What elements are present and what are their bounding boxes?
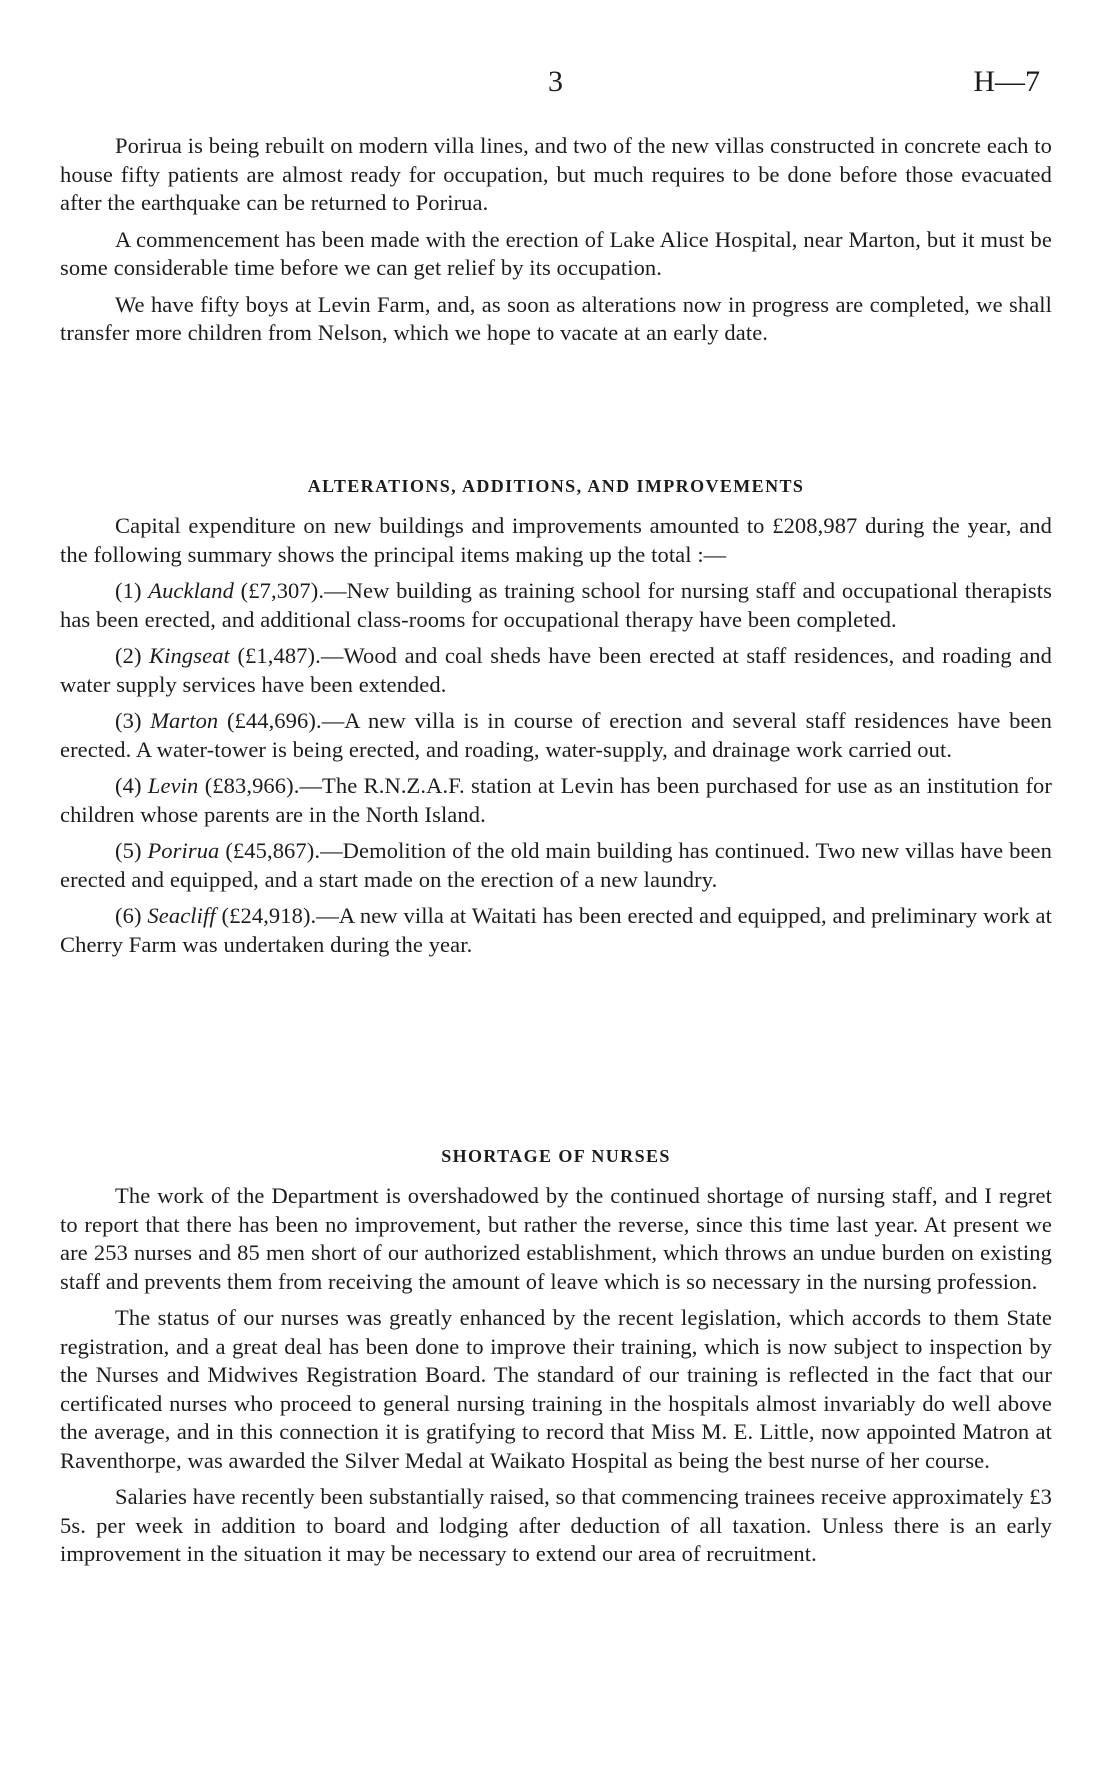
item-name: Levin <box>147 773 199 798</box>
list-item <box>60 772 1052 829</box>
item-number: (1) <box>115 578 142 603</box>
paragraph: We have fifty boys at Levin Farm, and, as soon as alterations now in progress are completed, we shall transfer more children from Nelson, which we hope to vacate at an early date. <box>60 291 1052 345</box>
item-text: —A new villa is in course of erection and several staff residences have been erected. A water-tower is being erected, and roading, water-supply, and drainage work carried out. <box>60 708 1052 762</box>
paragraph: Porirua is being rebuilt on modern villa lines, and two of the new villas constructed in concrete each to house fifty patients are almost ready for occupation, but much requires to be done before those evacuated after the earthquake can be returned to Porirua. <box>60 133 1052 215</box>
item-number: (4) <box>115 773 142 798</box>
item-text: —Demolition of the old main building has continued. Two new villas have been erected and equipped, and a start made on the erection of a new laundry. <box>60 838 1052 892</box>
item-amount: (£1,487). <box>237 643 321 668</box>
alterations-section <box>60 512 1052 967</box>
nurses-section <box>60 1182 1052 1577</box>
section-heading-alterations: ALTERATIONS, ADDITIONS, AND IMPROVEMENTS <box>307 476 805 496</box>
paragraph: A commencement has been made with the erection of Lake Alice Hospital, near Marton, but it must be some considerable time before we can get relief by its occupation. <box>60 226 1052 280</box>
section-heading-nurses: SHORTAGE OF NURSES <box>441 1146 671 1166</box>
item-number: (3) <box>115 708 142 733</box>
item-name: Seacliff <box>147 903 216 928</box>
item-amount: (£24,918). <box>221 903 317 928</box>
item-amount: (£7,307). <box>240 578 325 603</box>
intro-section <box>60 132 1052 356</box>
item-name: Porirua <box>147 838 220 863</box>
item-text: —A new villa at Waitati has been erected and equipped, and preliminary work at Cherry Farm was undertaken during the year. <box>60 903 1052 957</box>
document-reference: H—7 <box>973 65 1040 98</box>
item-text: —Wood and coal sheds have been erected at staff residences, and roading and water supply services have been extended. <box>60 643 1052 697</box>
paragraph: Capital expenditure on new buildings and improvements amounted to £208,987 during the year, and the following summary shows the principal items making up the total :— <box>60 513 1052 567</box>
paragraph: The status of our nurses was greatly enhanced by the recent legislation, which accords to them State registration, and a great deal has been done to improve their training, which is now subject to inspection by the Nurses and Midwives Registration Board. The standard of our training is reflected in the fact that our certificated nurses who proceed to general nursing training in the hospitals almost invariably do well above the average, and in this connection it is gratifying to record that Miss M. E. Little, now appointed Matron at Raventhorpe, was awarded the Silver Medal at Waikato Hospital as being the best nurse of her course. <box>60 1305 1052 1473</box>
list-item <box>60 577 1052 634</box>
page-header <box>0 64 1114 104</box>
item-number: (2) <box>115 643 142 668</box>
item-number: (5) <box>115 838 142 863</box>
paragraph: The work of the Department is overshadowed by the continued shortage of nursing staff, and I regret to report that there has been no improvement, but rather the reverse, since this time last year. At present we are 253 nurses and 85 men short of our authorized establishment, which throws an undue burden on existing staff and prevents them from receiving the amount of leave which is so necessary in the nursing profession. <box>60 1183 1052 1294</box>
item-name: Auckland <box>148 578 234 603</box>
list-item <box>60 707 1052 764</box>
list-item <box>60 642 1052 699</box>
paragraph: Salaries have recently been substantially raised, so that commencing trainees receive approximately £3 5s. per week in addition to board and lodging after deduction of all taxation. Unless there is an early improvement in the situation it may be necessary to extend our area of recruitment. <box>60 1484 1052 1566</box>
list-item <box>60 902 1052 959</box>
page-number: 3 <box>548 65 563 98</box>
item-number: (6) <box>115 903 142 928</box>
item-text: —New building as training school for nursing staff and occupational therapists has been erected, and additional class-rooms for occupational therapy have been completed. <box>60 578 1052 632</box>
list-item <box>60 837 1052 894</box>
item-name: Kingseat <box>149 643 230 668</box>
item-amount: (£44,696). <box>226 708 322 733</box>
item-amount: (£83,966). <box>204 773 300 798</box>
item-text: —The R.N.Z.A.F. station at Levin has been purchased for use as an institution for children whose parents are in the North Island. <box>60 773 1053 827</box>
item-amount: (£45,867). <box>225 838 321 863</box>
item-name: Marton <box>150 708 219 733</box>
